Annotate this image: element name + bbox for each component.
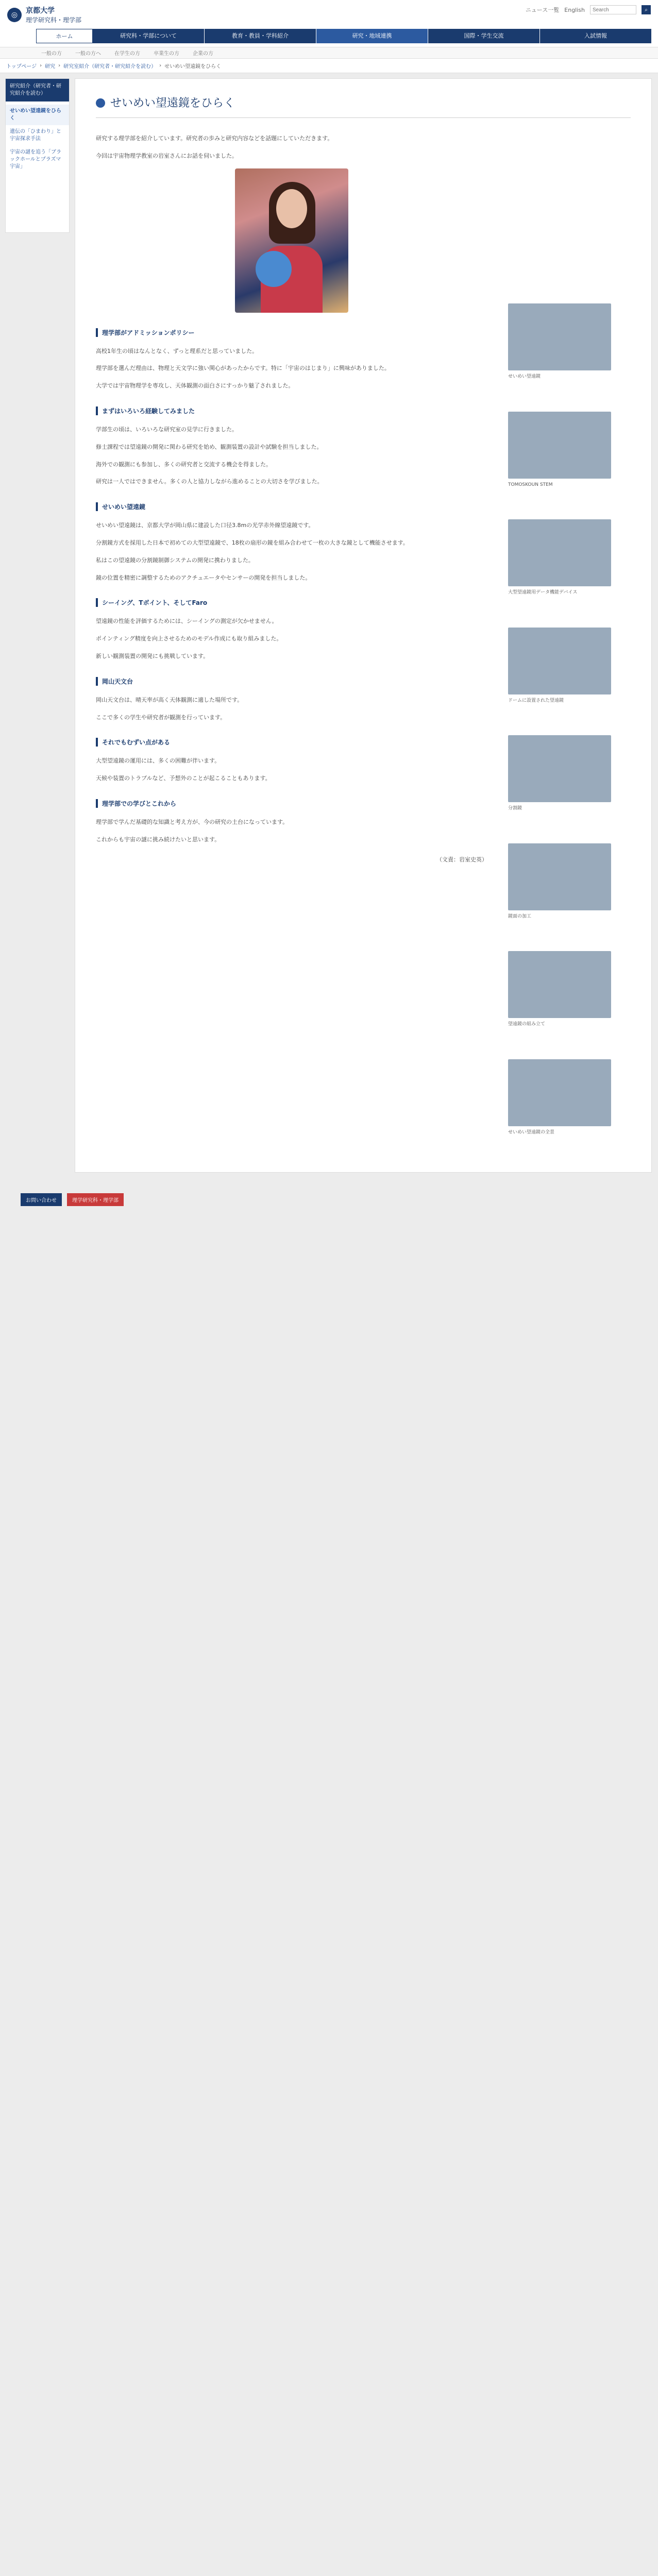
figure-caption: せいめい望遠鏡の全景: [508, 1129, 555, 1135]
figure-caption: ドームに設置された望遠鏡: [508, 698, 564, 703]
figure-image: [508, 735, 611, 802]
section-heading: 理学部での学びとこれから: [96, 799, 487, 808]
section-paragraph: 海外での観測にも参加し、多くの研究者と交流する機会を得ました。: [96, 461, 272, 468]
nav-item-2[interactable]: 教育・教員・学科紹介: [205, 29, 316, 43]
title-bullet-icon: [96, 98, 105, 108]
section-paragraph: 私はこの望遠鏡の分割鏡制御システムの開発に携わりました。: [96, 556, 254, 564]
nav-item-5[interactable]: 入試情報: [540, 29, 652, 43]
kyoto-university-emblem-icon: ◎: [7, 8, 22, 22]
section-paragraph: 理学部で学んだ基礎的な知識と考え方が、今の研究の土台になっています。: [96, 818, 289, 825]
section-paragraph: これからも宇宙の謎に挑み続けたいと思います。: [96, 836, 221, 843]
breadcrumb-separator-icon: ›: [159, 63, 162, 69]
section-paragraph: ここで多くの学生や研究者が観測を行っています。: [96, 714, 226, 721]
subnav-link[interactable]: 在学生の方: [114, 51, 140, 57]
figure-column: [508, 133, 611, 1151]
sidebar-item[interactable]: せいめい望遠鏡をひらく: [6, 105, 69, 125]
figure: [508, 843, 611, 921]
section-paragraph: 大学では宇宙物理学を専攻し、天体観測の面白さにすっかり魅了されました。: [96, 382, 294, 389]
figure-caption: せいめい望遠鏡: [508, 374, 541, 379]
figure-caption: TOMOSKOUN STEM: [508, 482, 553, 487]
figure: [508, 628, 611, 705]
figure-caption: 分割鏡: [508, 806, 522, 811]
section-paragraph: 高校1年生の頃はなんとなく、ずっと理系だと思っていました。: [96, 347, 258, 354]
breadcrumb: [0, 59, 658, 73]
figure-caption: 大型望遠鏡用データ機能デバイス: [508, 590, 578, 595]
breadcrumb-item: せいめい望遠鏡をひらく: [164, 64, 222, 70]
section-heading: せいめい望遠鏡: [96, 502, 487, 511]
figure-image: [508, 519, 611, 586]
university-name: 京都大学: [26, 7, 55, 15]
sidebar-item[interactable]: 宇宙の謎を追う「ブラックホールとプラズマ宇宙」: [10, 149, 61, 170]
news-list-link[interactable]: ニュース一覧: [525, 7, 560, 13]
figure-image: [508, 628, 611, 694]
section-paragraph: 理学部を選んだ理由は、物理と天文学に強い関心があったからです。特に「宇宙のはじまり」に興味がありました。: [96, 365, 390, 372]
subnav-link[interactable]: 一般の方へ: [75, 51, 101, 57]
section-paragraph: 学部生の頃は、いろいろな研究室の見学に行きました。: [96, 426, 238, 433]
faculty-name: 理学研究科・理学部: [26, 16, 82, 24]
footer-buttons: [0, 1183, 658, 1216]
page-title: せいめい望遠鏡をひらく: [96, 94, 631, 118]
site-logo[interactable]: [7, 5, 81, 24]
section-paragraph: せいめい望遠鏡は、京都大学が岡山県に建設した口径3.8mの光学赤外線望遠鏡です。: [96, 522, 314, 529]
sidebar: [5, 78, 70, 233]
section-paragraph: 岡山天文台は、晴天率が高く天体観測に適した場所です。: [96, 696, 243, 703]
figure-image: [508, 412, 611, 479]
nav-item-3[interactable]: 研究・地域連携: [316, 29, 428, 43]
figure: [508, 1059, 611, 1137]
subnav-link[interactable]: 企業の方: [193, 51, 213, 57]
section-heading: シーイング、Tボイント、そしてFaro: [96, 598, 487, 607]
footer-button[interactable]: お問い合わせ: [21, 1193, 62, 1206]
figure: [508, 735, 611, 812]
section-paragraph: 新しい観測装置の開発にも挑戦しています。: [96, 652, 209, 659]
sub-nav: [0, 47, 658, 59]
main-content: [75, 78, 652, 1173]
figure-image: [508, 1059, 611, 1126]
global-nav: [36, 29, 652, 43]
nav-item-4[interactable]: 国際・学生交流: [428, 29, 540, 43]
section-paragraph: 鏡の位置を精密に調整するためのアクチュエータやセンサーの開発を担当しました。: [96, 574, 311, 581]
section-heading: それでもむずい点がある: [96, 738, 487, 747]
figure: [508, 303, 611, 381]
intro-paragraph: 研究する理学部を紹介しています。研究者の歩みと研究内容などを話題にしていただきます。: [96, 135, 333, 142]
nav-item-0[interactable]: ホーム: [36, 29, 93, 43]
site-header: [0, 0, 658, 47]
section-paragraph: 分割鏡方式を採用した日本で初めての大型望遠鏡で、18枚の扇形の鏡を組み合わせて一枚の大きな鏡として機能させます。: [96, 539, 409, 546]
figure-image: [508, 303, 611, 370]
figure-caption: 望遠鏡の組み立て: [508, 1022, 546, 1027]
breadcrumb-item[interactable]: 研究: [45, 64, 56, 70]
subnav-link[interactable]: 卒業生の方: [154, 51, 179, 57]
figure-image: [508, 951, 611, 1018]
figure-image: [508, 843, 611, 910]
section-heading: まずはいろいろ経験してみました: [96, 406, 487, 415]
subnav-link[interactable]: 一般の方: [41, 51, 62, 57]
figure: [508, 951, 611, 1028]
section-paragraph: 望遠鏡の性能を評価するためには、シーイングの測定が欠かせません。: [96, 618, 278, 625]
section-paragraph: ポインティング精度を向上させるためのモデル作成にも取り組みました。: [96, 635, 282, 642]
signature: （文責：岩室史英）: [436, 856, 487, 863]
section-paragraph: 大型望遠鏡の運用には、多くの困難が伴います。: [96, 757, 221, 765]
figure: [508, 519, 611, 597]
footer-button[interactable]: 理学研究科・理学部: [67, 1193, 124, 1206]
breadcrumb-separator-icon: ›: [40, 63, 42, 69]
researcher-portrait: [235, 168, 348, 313]
breadcrumb-separator-icon: ›: [58, 63, 61, 69]
section-paragraph: 研究は一人ではできません。多くの人と協力しながら進めることの大切さを学びました。: [96, 478, 323, 485]
section-heading: 理学部がアドミッションポリシー: [96, 328, 487, 337]
nav-item-1[interactable]: 研究科・学部について: [93, 29, 205, 43]
english-link[interactable]: English: [564, 6, 585, 13]
figure-caption: 鏡面の加工: [508, 913, 532, 919]
figure: [508, 412, 611, 489]
section-heading: 岡山天文台: [96, 677, 487, 686]
search-icon: ⌕: [645, 7, 648, 13]
section-paragraph: 修士課程では望遠鏡の開発に関わる研究を始め、観測装置の設計や試験を担当しました。: [96, 443, 323, 450]
intro-paragraph: 今回は宇宙物理学教室の岩室さんにお話を伺いました。: [96, 152, 238, 159]
sidebar-item[interactable]: 遺伝の「ひまわり」と宇宙探求手法: [10, 129, 61, 142]
breadcrumb-item[interactable]: トップページ: [6, 64, 37, 70]
breadcrumb-item[interactable]: 研究室紹介（研究者・研究紹介を読む）: [63, 64, 157, 70]
search-input[interactable]: [590, 5, 636, 14]
sidebar-title: 研究紹介（研究者・研究紹介を読む）: [6, 79, 69, 101]
header-utility: [526, 5, 651, 14]
section-paragraph: 天候や装置のトラブルなど、予想外のことが起こることもあります。: [96, 775, 271, 782]
search-button[interactable]: [642, 5, 651, 14]
